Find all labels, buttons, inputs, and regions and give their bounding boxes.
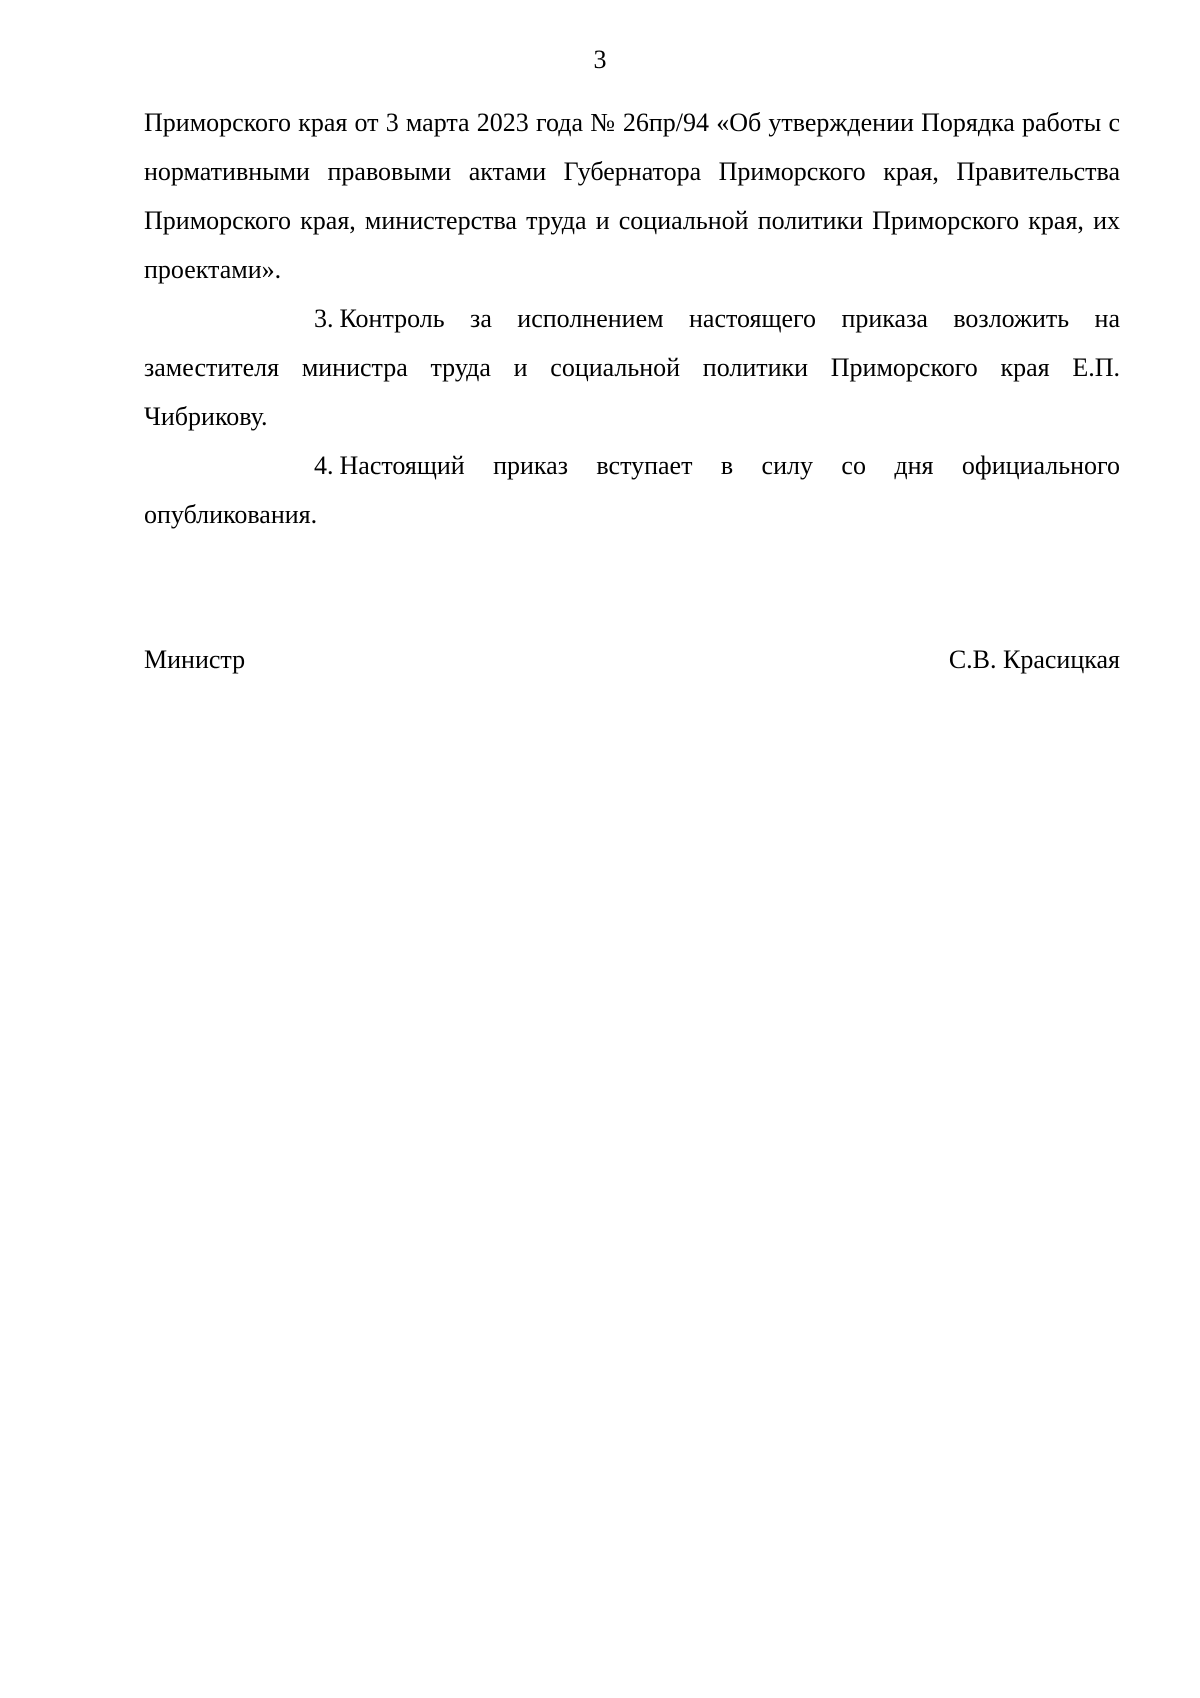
paragraph-item-4 bbox=[144, 441, 1120, 539]
signatory-title: Министр bbox=[144, 645, 246, 674]
signature-block bbox=[144, 642, 1120, 678]
paragraph-item-3 bbox=[144, 294, 1120, 441]
item-number: 3. bbox=[314, 304, 334, 333]
paragraph-continuation: Приморского края от 3 марта 2023 года № 26пр/94 «Об утверждении Порядка работы с нормативными правовыми актами Губернатора Приморского края, Правительства Приморского края, министерства труда и социальной политики Приморского края, их проектами». bbox=[144, 108, 1120, 284]
item-text: Контроль за исполнением настоящего приказа возложить на заместителя министра труда и социальной политики Приморского края Е.П. Чибрикову. bbox=[144, 304, 1120, 431]
page-number: 3 bbox=[593, 45, 607, 74]
signatory-name: С.В. Красицкая bbox=[948, 645, 1120, 674]
item-text: Настоящий приказ вступает в силу со дня официального опубликования. bbox=[144, 451, 1120, 529]
document-body bbox=[144, 98, 1120, 539]
item-number: 4. bbox=[314, 451, 334, 480]
